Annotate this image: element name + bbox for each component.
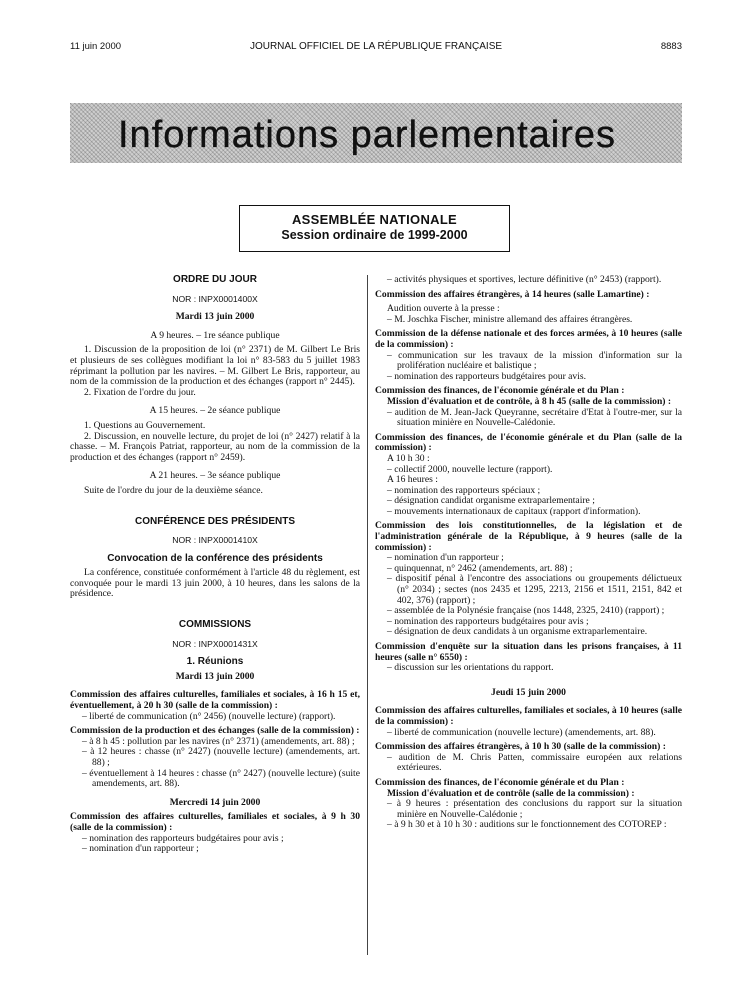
section-title-commissions: COMMISSIONS bbox=[178, 619, 252, 631]
list-item: – nomination des rapporteurs budgétaires pour avis. bbox=[387, 370, 587, 382]
list-item: – liberté de communication (n° 2456) (nouvelle lecture) (rapport). bbox=[82, 710, 336, 722]
item-list bbox=[375, 553, 682, 638]
list-item: – à 12 heures : chasse (n° 2427) (nouvelle lecture) (amendements, art. 88) ; bbox=[82, 746, 360, 768]
page-number: 8883 bbox=[660, 41, 682, 52]
nor-reference: NOR : INPX0001410X bbox=[172, 535, 258, 546]
list-item: – nomination des rapporteurs budgétaires pour avis ; bbox=[82, 832, 284, 844]
item-list bbox=[375, 663, 682, 674]
list-item: – collectif 2000, nouvelle lecture (rapport). bbox=[387, 463, 553, 475]
subsection-title: Convocation de la conférence des présidents bbox=[107, 552, 323, 564]
session-heading: A 21 heures. – 3e séance publique bbox=[149, 470, 281, 482]
nor-reference: NOR : INPX0001400X bbox=[172, 293, 258, 304]
date-heading: Mercredi 14 juin 2000 bbox=[169, 796, 261, 808]
time-heading: A 16 heures : bbox=[387, 474, 438, 486]
right-column bbox=[375, 275, 682, 831]
list-item: – nomination d'un rapporteur ; bbox=[387, 552, 504, 564]
time-heading: A 10 h 30 : bbox=[387, 452, 430, 464]
assembly-box bbox=[239, 205, 510, 252]
list-item: – à 8 h 45 : pollution par les navires (n° 2371) (amendements, art. 88) ; bbox=[82, 735, 355, 747]
agenda-item: 1. Discussion de la proposition de loi (n° 2371) de M. Gilbert Le Bris et plusieurs de ses collègues modifiant la loi n° 83-583 du 5 juillet 1983 réprimant la pollution par les navires. – M. Gilbert Le Bris, rapporteur, au nom de la commission de la production et des échanges (rapport n° 2445). bbox=[70, 344, 360, 388]
header-date: 11 juin 2000 bbox=[70, 41, 122, 52]
item-list bbox=[375, 753, 682, 774]
list-item: – quinquennat, n° 2462 (amendements, art. 88) ; bbox=[387, 562, 573, 574]
session-heading: A 15 heures. – 2e séance publique bbox=[149, 405, 281, 417]
list-item: – désignation candidat organisme extraparlementaire ; bbox=[387, 495, 595, 507]
commission-heading: Commission des affaires étrangères, à 10 h 30 (salle de la commission) : bbox=[375, 741, 666, 753]
left-column bbox=[70, 275, 360, 855]
commission-heading: Commission des affaires culturelles, familiales et sociales, à 10 heures (salle de la commission) : bbox=[375, 705, 682, 727]
list-item: – activités physiques et sportives, lecture définitive (n° 2453) (rapport). bbox=[387, 274, 662, 285]
nor-reference: NOR : INPX0001431X bbox=[172, 638, 258, 649]
item-list bbox=[375, 728, 682, 739]
session-heading: A 9 heures. – 1re séance publique bbox=[150, 329, 280, 341]
commission-heading: Commission de la production et des échanges (salle de la commission) : bbox=[70, 725, 360, 737]
commission-heading: Commission des finances, de l'économie générale et du Plan : bbox=[375, 385, 625, 397]
commission-heading: Commission des affaires culturelles, familiales et sociales, à 16 h 15 et, éventuellement, à 20 h 30 (salle de la commission) : bbox=[70, 689, 360, 712]
item-list bbox=[70, 834, 360, 855]
agenda-item: 2. Discussion, en nouvelle lecture, du projet de loi (n° 2427) relatif à la chasse. – M. François Patriat, rapporteur, au nom de la commission de la production et des échanges (rapport n° 2459). bbox=[70, 430, 360, 463]
list-item: – dispositif pénal à l'encontre des associations ou groupements délictueux (n° 2034) ; sectes (nos 2435 et 1295, 2213, 2156 et 1511, 2151, 842 et 402, 376) (rapport) ; bbox=[387, 573, 682, 606]
column-divider bbox=[367, 275, 368, 955]
paragraph: Audition ouverte à la presse : bbox=[387, 303, 500, 315]
item-list bbox=[375, 486, 682, 518]
section-banner bbox=[70, 103, 682, 163]
list-item: – discussion sur les orientations du rapport. bbox=[387, 662, 554, 674]
list-item: – nomination des rapporteurs budgétaires pour avis ; bbox=[387, 615, 589, 627]
list-item: – audition de M. Chris Patten, commissaire européen aux relations extérieures. bbox=[387, 751, 682, 774]
list-item: – à 9 heures : présentation des conclusions du rapport sur la situation minière en Nouvelle-Calédonie ; bbox=[387, 798, 682, 820]
item-list bbox=[70, 712, 360, 723]
list-item: – mouvements internationaux de capitaux (rapport d'information). bbox=[387, 505, 641, 517]
page-header bbox=[70, 41, 682, 55]
item-list bbox=[375, 408, 682, 429]
mission-heading: Mission d'évaluation et de contrôle (salle de la commission) : bbox=[387, 787, 635, 799]
list-item: – audition de M. Jean-Jack Queyranne, secrétaire d'Etat à l'outre-mer, sur la situation minière en Nouvelle-Calédonie. bbox=[387, 406, 682, 429]
date-heading: Mardi 13 juin 2000 bbox=[175, 670, 255, 682]
commission-heading: Commission d'enquête sur la situation dans les prisons françaises, à 11 heures (salle n° 6550) : bbox=[375, 641, 682, 663]
commission-heading: Commission des finances, de l'économie générale et du Plan (salle de la commission) : bbox=[375, 431, 682, 454]
list-item: – à 9 h 30 et à 10 h 30 : auditions sur le fonctionnement des COTOREP : bbox=[387, 819, 667, 831]
list-item: – éventuellement à 14 heures : chasse (n° 2427) (nouvelle lecture) (suite amendements, art. 88). bbox=[82, 767, 360, 790]
list-item: – nomination des rapporteurs spéciaux ; bbox=[387, 484, 541, 496]
list-item: – liberté de communication (nouvelle lecture) (amendements, art. 88). bbox=[387, 726, 656, 738]
item-list bbox=[375, 275, 682, 286]
journal-title: JOURNAL OFFICIEL DE LA RÉPUBLIQUE FRANÇAISE bbox=[249, 41, 503, 52]
agenda-item: 1. Questions au Gouvernement. bbox=[84, 419, 206, 431]
date-heading: Mardi 13 juin 2000 bbox=[175, 311, 255, 323]
item-list bbox=[375, 315, 682, 326]
banner-title: Informations parlementaires bbox=[118, 114, 616, 156]
list-item: – communication sur les travaux de la mission d'information sur la prolifération nucléaire et balistique ; bbox=[387, 349, 682, 372]
list-item: – assemblée de la Polynésie française (nos 1448, 2325, 2410) (rapport) ; bbox=[387, 605, 665, 617]
paragraph: La conférence, constituée conformément à l'article 48 du règlement, est convoquée pour le mardi 13 juin 2000, à 10 heures, dans les salons de la présidence. bbox=[70, 567, 360, 600]
item-list bbox=[375, 351, 682, 383]
assembly-name: ASSEMBLÉE NATIONALE bbox=[291, 212, 458, 227]
mission-heading: Mission d'évaluation et de contrôle, à 8 h 45 (salle de la commission) : bbox=[387, 395, 672, 407]
item-list bbox=[70, 737, 360, 790]
agenda-item: Suite de l'ordre du jour de la deuxième séance. bbox=[84, 484, 263, 496]
section-title-conference: CONFÉRENCE DES PRÉSIDENTS bbox=[134, 515, 296, 527]
item-list bbox=[375, 799, 682, 831]
subsection-title: 1. Réunions bbox=[186, 656, 244, 668]
commission-heading: Commission des affaires culturelles, familiales et sociales, à 9 h 30 (salle de la commission) : bbox=[70, 811, 360, 833]
session-title: Session ordinaire de 1999-2000 bbox=[281, 228, 468, 242]
commission-heading: Commission des finances, de l'économie générale et du Plan : bbox=[375, 776, 625, 788]
commission-heading: Commission de la défense nationale et des forces armées, à 10 heures (salle de la commission) : bbox=[375, 328, 682, 350]
agenda-item: 2. Fixation de l'ordre du jour. bbox=[84, 386, 196, 398]
section-title-ordre: ORDRE DU JOUR bbox=[173, 274, 257, 285]
list-item: – désignation de deux candidats à un organisme extraparlementaire. bbox=[387, 626, 648, 638]
date-heading: Jeudi 15 juin 2000 bbox=[491, 686, 566, 698]
commission-heading: Commission des lois constitutionnelles, de la législation et de l'administration générale de la République, à 9 heures (salle de la commission) : bbox=[375, 520, 682, 553]
list-item: – M. Joschka Fischer, ministre allemand des affaires étrangères. bbox=[387, 313, 633, 325]
list-item: – nomination d'un rapporteur ; bbox=[82, 843, 199, 855]
commission-heading: Commission des affaires étrangères, à 14 heures (salle Lamartine) : bbox=[375, 288, 650, 300]
